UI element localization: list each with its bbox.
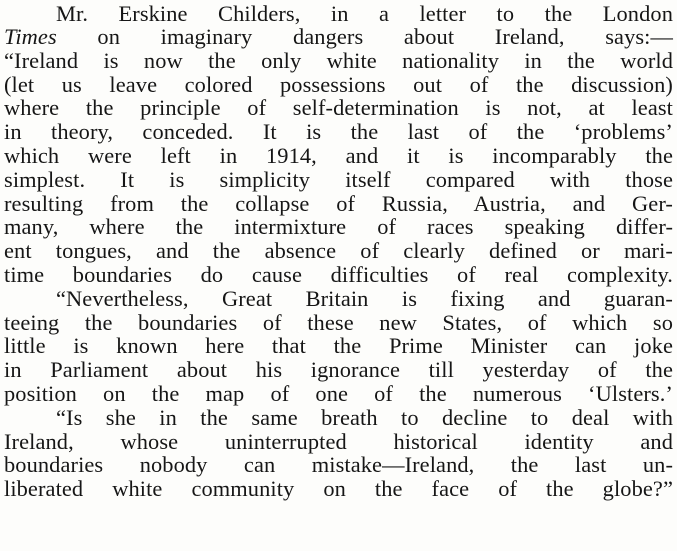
text-line: little is known here that the Prime Minister can joke: [4, 333, 673, 359]
text-line: many, where the intermixture of races speaking differ-: [4, 214, 673, 240]
text-line: resulting from the collapse of Russia, Austria, and Ger-: [4, 190, 673, 216]
text-line: where the principle of self-determination is not, at least: [4, 95, 673, 121]
text-line: “Is she in the same breath to decline to deal with: [56, 404, 673, 430]
text-line: Mr. Erskine Childers, in a letter to the London: [56, 1, 673, 26]
text-line: in Parliament about his ignorance till yesterday of the: [4, 357, 673, 383]
text-line: in theory, conceded. It is the last of the ‘problems’: [4, 119, 673, 145]
text-line: position on the map of one of the numerous ‘Ulsters.’: [4, 380, 673, 406]
text-line: which were left in 1914, and it is incomparably the: [4, 142, 673, 168]
text-line: ent tongues, and the absence of clearly defined or mari-: [4, 238, 673, 264]
text-line: Ireland, whose uninterrupted historical identity and: [4, 428, 673, 454]
text-line: [4, 25, 673, 49]
text-line: teeing the boundaries of these new States, of which so: [4, 309, 673, 335]
text-line: simplest. It is simplicity itself compared with those: [4, 166, 673, 192]
text-line: boundaries nobody can mistake—Ireland, the last un-: [4, 452, 673, 478]
text-line: “Ireland is now the only white nationality in the world: [4, 47, 673, 73]
text-line: (let us leave colored possessions out of the discussion): [4, 71, 673, 97]
text-line: “Nevertheless, Great Britain is fixing and guaran-: [56, 285, 673, 311]
text-line: time boundaries do cause difficulties of real complexity.: [4, 261, 673, 287]
article-text: [4, 0, 673, 501]
newspaper-title: Times: [4, 24, 57, 49]
text-line-rest: on imaginary dangers about Ireland, says:—: [56, 24, 673, 49]
text-line: liberated white community on the face of the globe?”: [4, 476, 673, 502]
